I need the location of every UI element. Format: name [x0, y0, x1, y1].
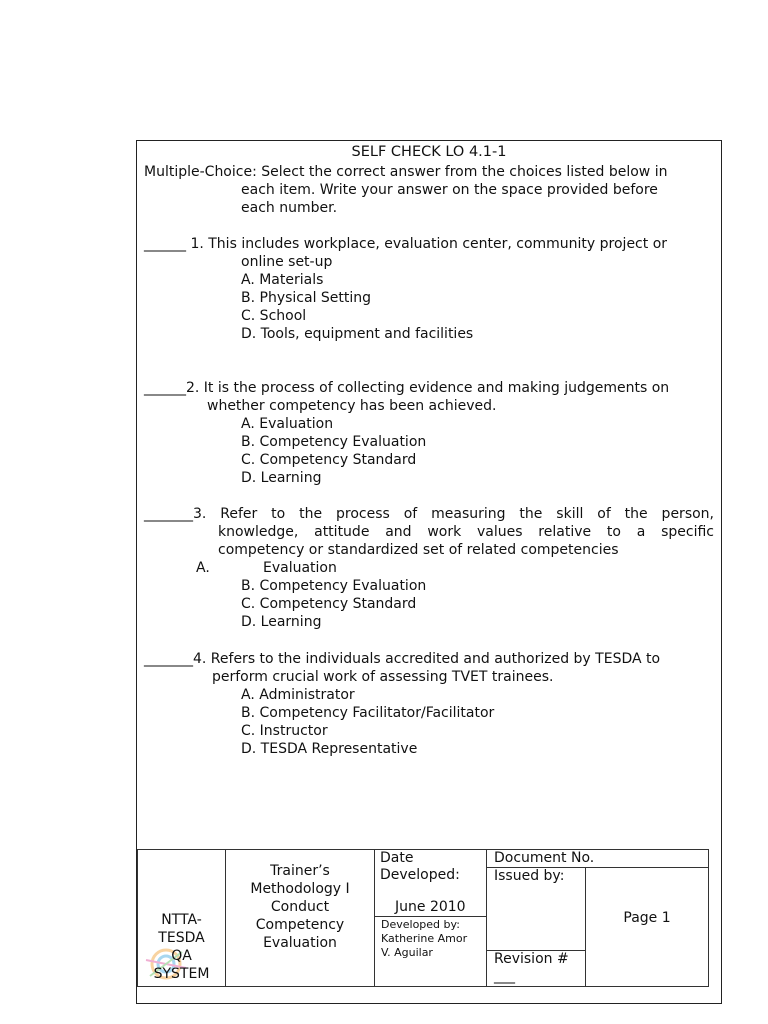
question-2-choice-a: A. Evaluation [241, 416, 334, 432]
question-4-text: _______4. Refers to the individuals accredited and authorized by TESDA to [144, 651, 661, 667]
question-3-choice-b: B. Competency Evaluation [241, 578, 427, 594]
instruction-line: Multiple-Choice: Select the correct answer from the choices listed below in [144, 164, 668, 180]
question-3-choice-d: D. Learning [241, 614, 322, 630]
question-2-choice-b: B. Competency Evaluation [241, 434, 427, 450]
question-1-choice-b: B. Physical Setting [241, 290, 372, 306]
question-3-choice-c: C. Competency Standard [241, 596, 417, 612]
question-1-choice-a: A. Materials [241, 272, 324, 288]
org-name: NTTA- TESDA QA SYSTEM [153, 912, 210, 982]
revision-value: ___ [494, 968, 515, 984]
question-2-text: ______2. It is the process of collecting evidence and making judgements on [144, 380, 670, 396]
question-1-text: ______ 1. This includes workplace, evaluation center, community project or [144, 236, 668, 252]
question-3-choice-a: Evaluation [263, 560, 337, 576]
question-4-choice-d: D. TESDA Representative [241, 741, 418, 757]
question-3-text: knowledge, attitude and work values relative to a specific [218, 524, 714, 540]
page-number: Page 1 [623, 910, 671, 926]
question-3-choice-a-letter: A. [196, 560, 210, 576]
question-1-choice-c: C. School [241, 308, 307, 324]
document-footer-table [137, 849, 709, 987]
revision-label: Revision # [494, 951, 569, 967]
date-developed-value: June 2010 [395, 899, 466, 915]
document-title: SELF CHECK LO 4.1-1 [351, 144, 507, 160]
question-3-text: _______3. Refer to the process of measuring the skill of the person, [144, 506, 714, 522]
question-1-choice-d: D. Tools, equipment and facilities [241, 326, 474, 342]
question-2-choice-c: C. Competency Standard [241, 452, 417, 468]
date-developed-label: Date Developed: [380, 850, 460, 883]
question-4-choice-c: C. Instructor [241, 723, 328, 739]
question-4-text: perform crucial work of assessing TVET trainees. [212, 669, 554, 685]
instruction-line: each item. Write your answer on the space provided before [241, 182, 658, 198]
self-check-document [136, 140, 722, 1004]
question-2-text: whether competency has been achieved. [207, 398, 497, 414]
issued-by-label: Issued by: [494, 868, 565, 884]
document-no-label: Document No. [494, 850, 595, 866]
question-3-text: competency or standardized set of related competencies [218, 542, 619, 558]
module-title: Trainer’s Methodology I Conduct Competency Evaluation [250, 863, 350, 951]
question-4-choice-a: A. Administrator [241, 687, 355, 703]
question-2-choice-d: D. Learning [241, 470, 322, 486]
question-1-text: online set-up [241, 254, 333, 270]
question-4-choice-b: B. Competency Facilitator/Facilitator [241, 705, 495, 721]
developed-by: Developed by: Katherine Amor V. Aguilar [381, 918, 468, 959]
instruction-line: each number. [241, 200, 338, 216]
